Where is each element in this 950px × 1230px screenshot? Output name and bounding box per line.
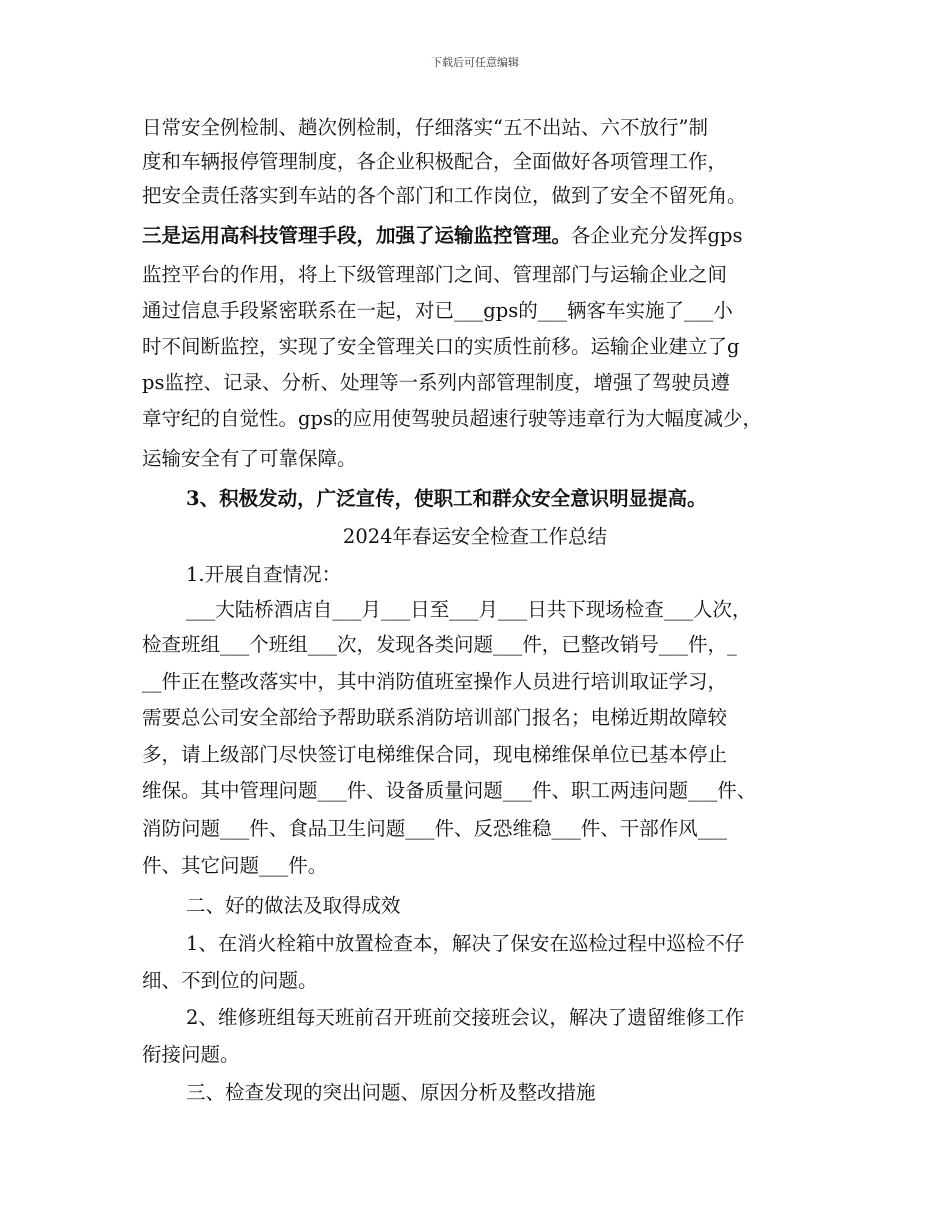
paragraph-line: 监控平台的作用，将上下级管理部门之间、管理部门与运输企业之间 (142, 263, 728, 286)
paragraph-line: 日常安全例检制、趟次例检制，仔细落实“五不出站、六不放行”制 (142, 116, 708, 139)
section-heading: 二、好的做法及取得成效 (186, 894, 401, 917)
paragraph-line: 需要总公司安全部给予帮助联系消防培训部门报名；电梯近期故障较 (142, 706, 728, 729)
bold-lead: 三是运用高科技管理手段，加强了运输监控管理。 (142, 224, 572, 247)
paragraph-line: 细、不到位的问题。 (142, 969, 318, 992)
paragraph-line: ps监控、记录、分析、处理等一系列内部管理制度，增强了驾驶员遵 (142, 371, 730, 394)
paragraph-line: 2、维修班组每天班前召开班前交接班会议，解决了遗留维修工作 (186, 1006, 745, 1029)
paragraph-line: ___大陆桥酒店自___月___日至___月___日共下现场检查___人次， (186, 598, 752, 621)
paragraph-line: __件正在整改落实中，其中消防值班室操作人员进行培训取证学习， (142, 670, 728, 693)
paragraph-line: 1、在消火栓箱中放置检查本，解决了保安在巡检过程中巡检不仔 (186, 932, 745, 955)
paragraph-text: 各企业充分发挥gps (571, 224, 743, 247)
paragraph-line: 度和车辆报停管理制度，各企业积极配合，全面做好各项管理工作， (142, 150, 728, 173)
paragraph-line: 消防问题___件、食品卫生问题___件、反恐维稳___件、干部作风___ (142, 817, 728, 840)
paragraph-line: 运输安全有了可靠保障。 (142, 447, 357, 470)
paragraph-line: 维保。其中管理问题___件、设备质量问题___件、职工两违问题___件、 (142, 779, 757, 802)
paragraph-line: 衔接问题。 (142, 1043, 240, 1066)
paragraph-line: 通过信息手段紧密联系在一起，对已___gps的___辆客车实施了___小 (142, 299, 733, 322)
page-header: 下载后可任意编辑 (431, 56, 519, 69)
paragraph-line: 检查班组___个班组___次，发现各类问题___件，已整改销号___件，_ (142, 633, 737, 656)
section-heading: 3、积极发动，广泛宣传，使职工和群众安全意识明显提高。 (186, 487, 707, 510)
paragraph-line: 件、其它问题___件。 (142, 854, 328, 877)
section-heading: 三、检查发现的突出问题、原因分析及整改措施 (186, 1081, 596, 1104)
paragraph-line (142, 221, 822, 251)
paragraph-line: 时不间断监控，实现了安全管理关口的实质性前移。运输企业建立了g (142, 335, 740, 358)
paragraph-line: 多，请上级部门尽快签订电梯维保合同，现电梯维保单位已基本停止 (142, 743, 728, 766)
subsection-heading: 1.开展自查情况： (186, 563, 342, 586)
paragraph-line: 把安全责任落实到车站的各个部门和工作岗位，做到了安全不留死角。 (142, 184, 747, 207)
paragraph-line: 章守纪的自觉性。gps的应用使驾驶员超速行驶等违章行为大幅度减少， (142, 407, 762, 430)
document-title: 2024年春运安全检查工作总结 (342, 525, 608, 548)
